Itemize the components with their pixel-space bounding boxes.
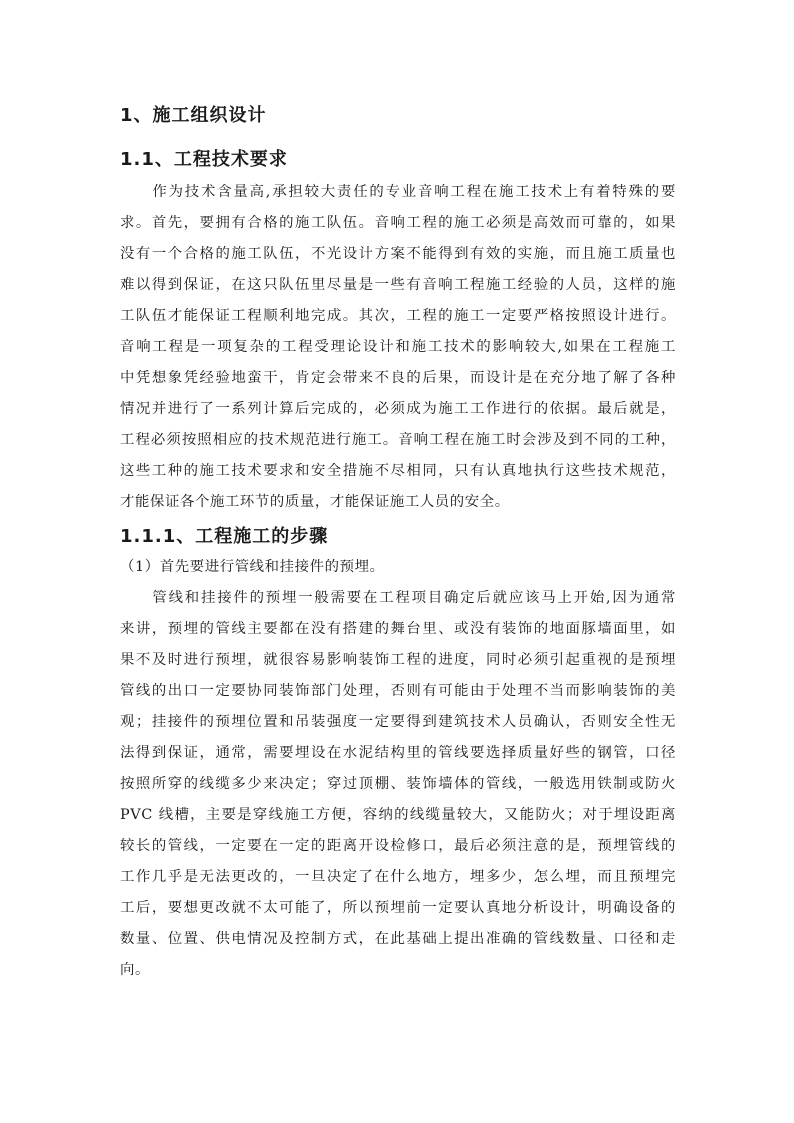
text-line: 按照所穿的线缆多少来决定；穿过顶棚、装饰墙体的管线，一般选用铁制或防火	[120, 776, 676, 792]
text-line: 求。首先，要拥有合格的施工队伍。音响工程的施工必须是高效而可靠的，如果	[120, 215, 676, 231]
text-line: 音响工程是一项复杂的工程受理论设计和施工技术的影响较大,如果在工程施工	[120, 339, 676, 355]
text-line: 法得到保证，通常，需要埋设在水泥结构里的管线要选择质量好些的钢管，口径	[120, 745, 676, 761]
heading-section-1-1-1: 1.1.1、工程施工的步骤	[120, 526, 329, 547]
text-line: 较长的管线，一定要在一定的距离开设检修口，最后必须注意的是，预埋管线的	[120, 838, 676, 854]
text-line: 向。	[120, 962, 150, 978]
heading-section-1: 1、施工组织设计	[120, 105, 267, 126]
text-line: 来讲，预埋的管线主要都在没有搭建的舞台里、或没有装饰的地面豚墙面里，如	[120, 621, 676, 637]
text-line: 管线和挂接件的预埋一般需要在工程项目确定后就应该马上开始,因为通常	[120, 590, 676, 606]
text-line: 难以得到保证，在这只队伍里尽量是一些有音响工程施工经验的人员，这样的施	[120, 277, 676, 293]
text-line: 果不及时进行预埋，就很容易影响装饰工程的进度，同时必须引起重视的是预埋	[120, 652, 676, 668]
text-line: 管线的出口一定要协同装饰部门处理，否则有可能由于处理不当而影响装饰的美	[120, 683, 676, 699]
text-line: 数量、位置、供电情况及控制方式，在此基础上提出准确的管线数量、口径和走	[120, 931, 676, 947]
text-line: 工队伍才能保证工程顺利地完成。其次，工程的施工一定要严格按照设计进行。	[120, 308, 676, 324]
text-line: 情况并进行了一系列计算后完成的，必须成为施工工作进行的依据。最后就是，	[120, 401, 676, 417]
paragraph-technical-requirements	[120, 177, 676, 518]
text-line: 工后，要想更改就不太可能了，所以预埋前一定要认真地分析设计，明确设备的	[120, 900, 676, 916]
text-line: 作为技术含量高,承担较大责任的专业音响工程在施工技术上有着特殊的要	[120, 184, 676, 200]
text-line: 这些工种的施工技术要求和安全措施不尽相同，只有认真地执行这些技术规范，	[120, 463, 676, 479]
text-line: 观；挂接件的预埋位置和吊装强度一定要得到建筑技术人员确认，否则安全性无	[120, 714, 676, 730]
document-page	[120, 100, 676, 986]
text-line: 工作几乎是无法更改的，一旦决定了在什么地方，埋多少，怎么埋，而且预埋完	[120, 869, 676, 885]
text-line: 才能保证各个施工环节的质量，才能保证施工人员的安全。	[120, 494, 510, 510]
step-1-title: （1）首先要进行管线和挂接件的预埋。	[120, 559, 385, 575]
heading-section-1-1: 1.1、工程技术要求	[120, 149, 288, 170]
text-line: PVC 线槽，主要是穿线施工方便，容纳的线缆量较大，又能防火；对于埋设距离	[120, 807, 676, 823]
text-line: 工程必须按照相应的技术规范进行施工。音响工程在施工时会涉及到不同的工种，	[120, 432, 676, 448]
paragraph-step-1	[120, 583, 676, 986]
text-line: 没有一个合格的施工队伍，不光设计方案不能得到有效的实施，而且施工质量也	[120, 246, 676, 262]
text-line: 中凭想象凭经验地蛮干，肯定会带来不良的后果，而设计是在充分地了解了各种	[120, 370, 676, 386]
